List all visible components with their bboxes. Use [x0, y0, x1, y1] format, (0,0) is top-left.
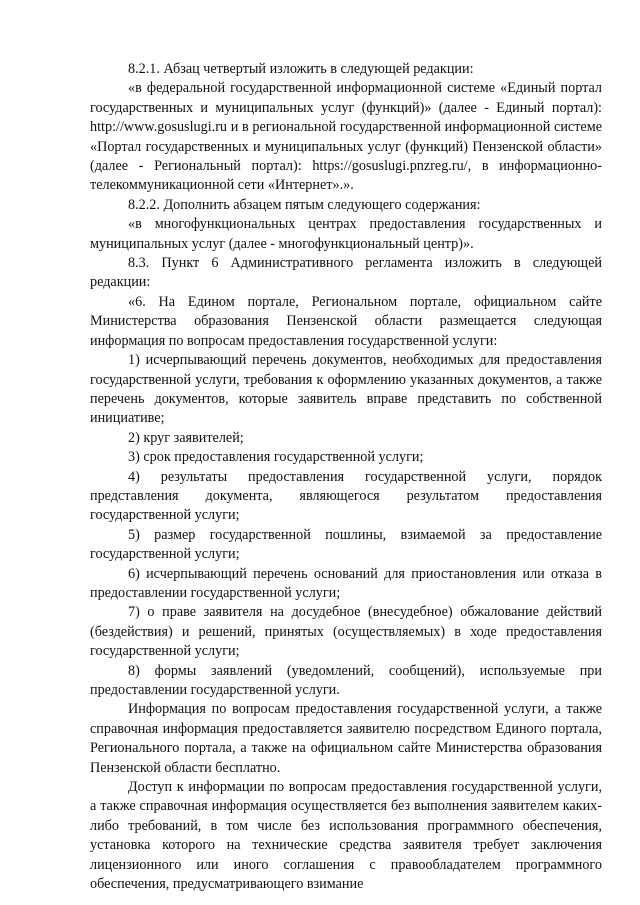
list-item-8: 8) формы заявлений (уведомлений, сообщений), используемые при предоставлении государственной услуги. — [90, 662, 602, 698]
list-item-2: 2) круг заявителей; — [128, 429, 244, 446]
document-page — [90, 60, 602, 894]
paragraph-item-6-intro: «6. На Едином портале, Региональном портале, официальном сайте Министерства образования Пензенской области размещается следующая информация по вопросам предоставления государственной услуги: — [90, 293, 602, 349]
list-item-7: 7) о праве заявителя на досудебное (внесудебное) обжалование действий (бездействия) и решений, принятых (осуществляемых) в ходе предоставления государственной услуги; — [90, 604, 602, 660]
list-item-5: 5) размер государственной пошлины, взимаемой за предоставление государственной услуги; — [90, 526, 602, 563]
paragraph-unified-portal-definition: «в федеральной государственной информационной системе «Единый портал государственных и муниципальных услуг (функций)» (далее - Единый портал): http://www.gosuslugi.ru и в региональной государственной информационной системе «Портал государственных и муниципальных услуг (функций) Пензенской области» (далее - Региональный портал): https://gosuslugi.pnzreg.ru/, в информационно-телекоммуникационной сети «Интернет».». — [90, 80, 602, 194]
list-item-6: 6) исчерпывающий перечень оснований для приостановления или отказа в предоставлении государственной услуги; — [90, 565, 602, 601]
paragraph-8-2-1-heading: 8.2.1. Абзац четвертый изложить в следующей редакции: — [128, 61, 474, 77]
paragraph-access-conditions: Доступ к информации по вопросам предоставления государственной услуги, а также справочная информация осуществляется без выполнения заявителем каких-либо требований, в том числе без использования программного обеспечения, установка которого на технические средства заявителя требует заключения лицензионного или иного соглашения с правообладателем программного обеспечения, предусматривающего взимание — [90, 779, 602, 893]
list-item-1: 1) исчерпывающий перечень документов, необходимых для предоставления государственной услуги, требования к оформлению указанных документов, а также перечень документов, которые заявитель вправе представить по собственной инициативе; — [90, 352, 602, 427]
paragraph-mfc-definition: «в многофункциональных центрах предоставления государственных и муниципальных услуг (далее - многофункциональный центр)». — [90, 216, 602, 252]
paragraph-free-information: Информация по вопросам предоставления государственной услуги, а также справочная информация предоставляется заявителю посредством Единого портала, Регионального портала, а также на официальном сайте Министерства образования Пензенской области бесплатно. — [90, 701, 602, 776]
paragraph-8-2-2-heading: 8.2.2. Дополнить абзацем пятым следующего содержания: — [128, 196, 481, 213]
list-item-3: 3) срок предоставления государственной услуги; — [128, 449, 424, 466]
list-item-4: 4) результаты предоставления государственной услуги, порядок представления документа, являющегося результатом предоставления государственной услуги; — [90, 468, 602, 524]
paragraph-8-3-heading: 8.3. Пункт 6 Административного регламента изложить в следующей редакции: — [90, 255, 602, 291]
